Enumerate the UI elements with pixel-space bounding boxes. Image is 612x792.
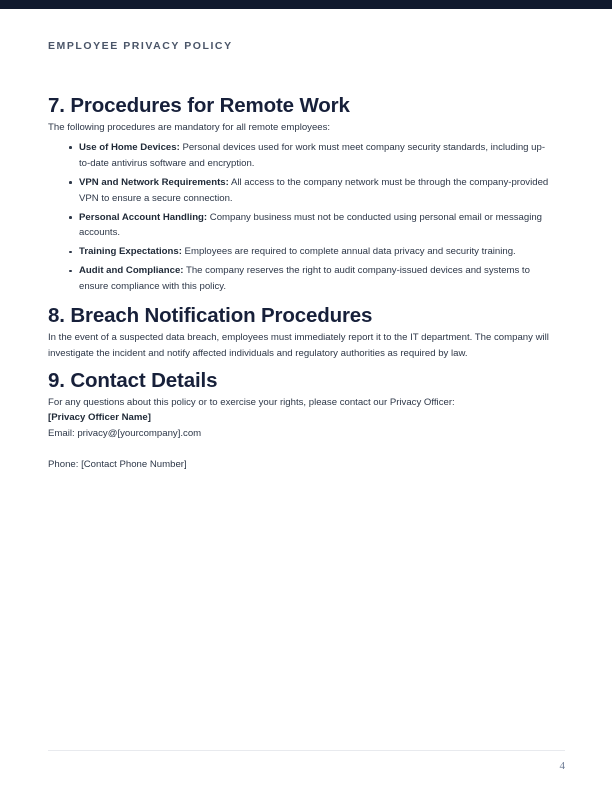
list-item-label: Use of Home Devices: [79,141,180,153]
section-spacer [48,362,552,369]
section-7-bullet-list [48,140,552,295]
section-9 [48,369,552,473]
list-item-text: Personal devices used for work must meet company security standards, including up-to-date antivirus software and encryption. [79,141,546,169]
list-item-label: Training Expectations: [79,246,182,258]
list-item [48,263,552,295]
page-number: 4 [559,760,565,772]
section-9-heading: 9. Contact Details [48,368,218,392]
page-footer [48,750,565,772]
running-header: EMPLOYEE PRIVACY POLICY [48,40,233,52]
list-item-label: Personal Account Handling: [79,211,208,223]
footer-divider [48,750,565,751]
list-item [48,210,552,242]
list-item-text: Company business must not be conducted using personal email or messaging accounts. [79,211,543,239]
list-item-text: The company reserves the right to audit company-issued devices and systems to ensure compliance with this policy. [79,265,530,293]
section-8-paragraph: In the event of a suspected data breach, employees must immediately report it to the IT department. The company will investigate the incident and notify affected individuals and regulatory authorities as required by law. [48,332,549,359]
document-page [0,9,612,792]
document-body [48,94,552,472]
list-item [48,175,552,207]
contact-email: Email: privacy@[yourcompany].com [48,427,202,439]
list-item [48,140,552,172]
list-item [48,244,552,260]
section-9-intro: For any questions about this policy or to exercise your rights, please contact our Privacy Officer: [48,396,455,408]
top-accent-bar [0,0,612,9]
list-item-label: VPN and Network Requirements: [79,176,229,188]
contact-spacer [48,442,552,457]
list-item-text: All access to the company network must be through the company-provided VPN to ensure a secure connection. [79,176,549,204]
section-7 [48,94,552,295]
contact-phone: Phone: [Contact Phone Number] [48,458,187,470]
section-7-heading: 7. Procedures for Remote Work [48,94,350,117]
privacy-officer-name: [Privacy Officer Name] [48,412,151,424]
section-8 [48,304,552,361]
list-item-label: Audit and Compliance: [79,265,184,277]
section-7-intro: The following procedures are mandatory for all remote employees: [48,122,331,134]
list-item-text: Employees are required to complete annual data privacy and security training. [181,246,516,258]
section-8-heading: 8. Breach Notification Procedures [48,304,373,328]
